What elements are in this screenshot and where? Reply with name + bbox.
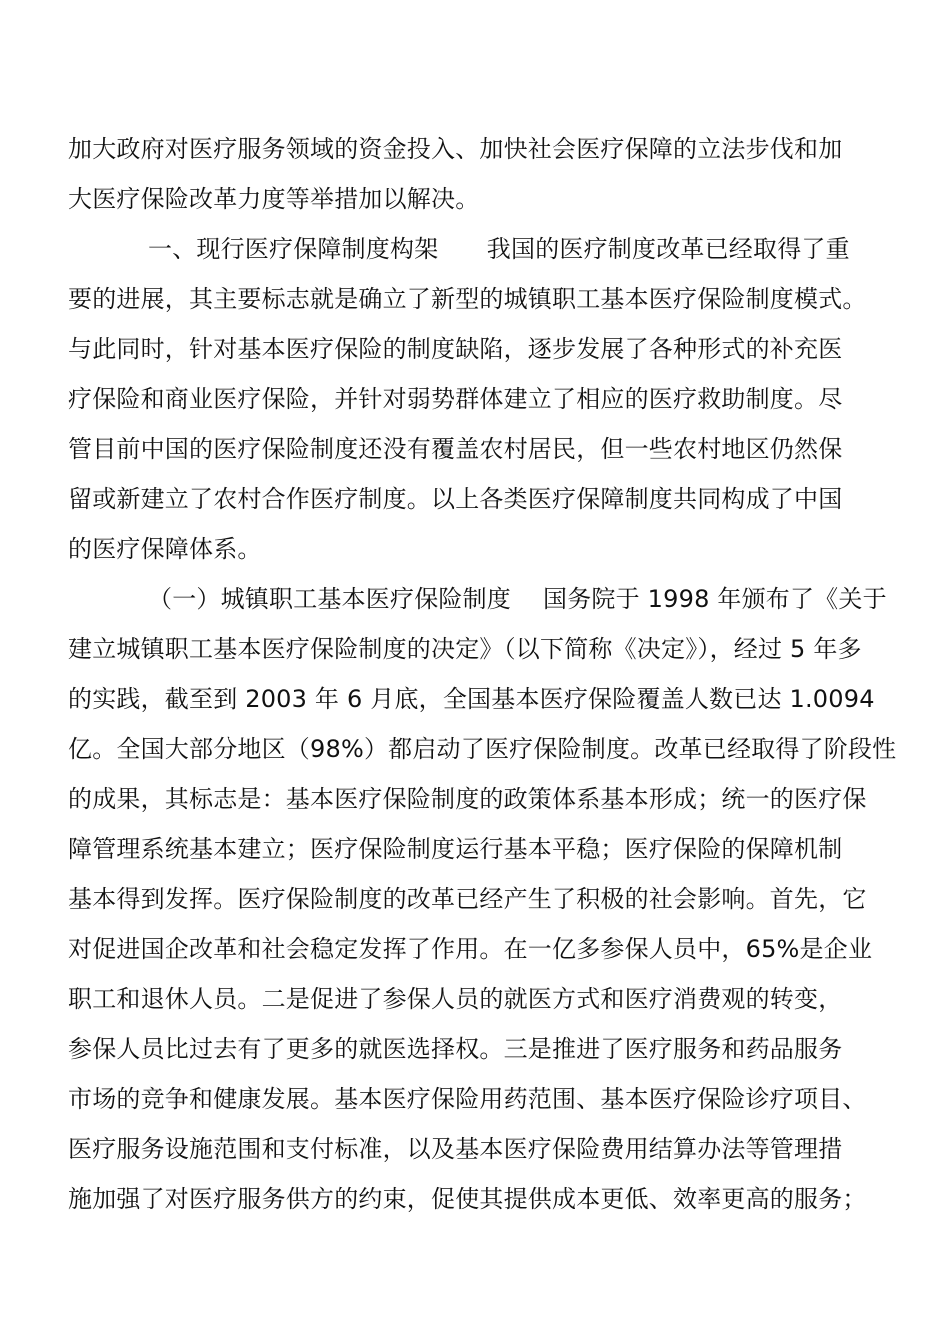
text-line: 的实践，截至到 2003 年 6 月底，全国基本医疗保险覆盖人数已达 1.0094: [68, 685, 875, 713]
section-heading-line: 一、现行医疗保障制度构架 我国的医疗制度改革已经取得了重: [148, 235, 850, 263]
text-line: 施加强了对医疗服务供方的约束，促使其提供成本更低、效率更高的服务；: [68, 1185, 867, 1213]
text-line: 障管理系统基本建立；医疗保险制度运行基本平稳；医疗保险的保障机制: [68, 835, 843, 863]
text-line: 的医疗保障体系。: [68, 535, 262, 563]
text-line: 建立城镇职工基本医疗保险制度的决定》（以下简称《决定》），经过 5 年多: [68, 635, 862, 663]
text-line: 疗保险和商业医疗保险，并针对弱势群体建立了相应的医疗救助制度。尽: [68, 385, 843, 413]
text-line: 亿。全国大部分地区（98%）都启动了医疗保险制度。改革已经取得了阶段性: [68, 735, 897, 763]
text-line: 管目前中国的医疗保险制度还没有覆盖农村居民，但一些农村地区仍然保: [68, 435, 843, 463]
text-line: 基本得到发挥。医疗保险制度的改革已经产生了积极的社会影响。首先，它: [68, 885, 867, 913]
text-line: 与此同时，针对基本医疗保险的制度缺陷，逐步发展了各种形式的补充医: [68, 335, 843, 363]
text-line: 的成果，其标志是：基本医疗保险制度的政策体系基本形成；统一的医疗保: [68, 785, 867, 813]
text-line: 市场的竞争和健康发展。基本医疗保险用药范围、基本医疗保险诊疗项目、: [68, 1085, 867, 1113]
text-line: 职工和退休人员。二是促进了参保人员的就医方式和医疗消费观的转变，: [68, 985, 843, 1013]
text-line: 医疗服务设施范围和支付标准，以及基本医疗保险费用结算办法等管理措: [68, 1135, 843, 1163]
text-line: 参保人员比过去有了更多的就医选择权。三是推进了医疗服务和药品服务: [68, 1035, 843, 1063]
subsection-heading-line: （一）城镇职工基本医疗保险制度 国务院于 1998 年颁布了《关于: [148, 585, 887, 613]
text-line: 要的进展，其主要标志就是确立了新型的城镇职工基本医疗保险制度模式。: [68, 285, 867, 313]
text-line: 加大政府对医疗服务领域的资金投入、加快社会医疗保障的立法步伐和加: [68, 135, 843, 163]
text-line: 对促进国企改革和社会稳定发挥了作用。在一亿多参保人员中，65%是企业: [68, 935, 873, 963]
text-line: 留或新建立了农村合作医疗制度。以上各类医疗保障制度共同构成了中国: [68, 485, 843, 513]
text-line: 大医疗保险改革力度等举措加以解决。: [68, 185, 480, 213]
